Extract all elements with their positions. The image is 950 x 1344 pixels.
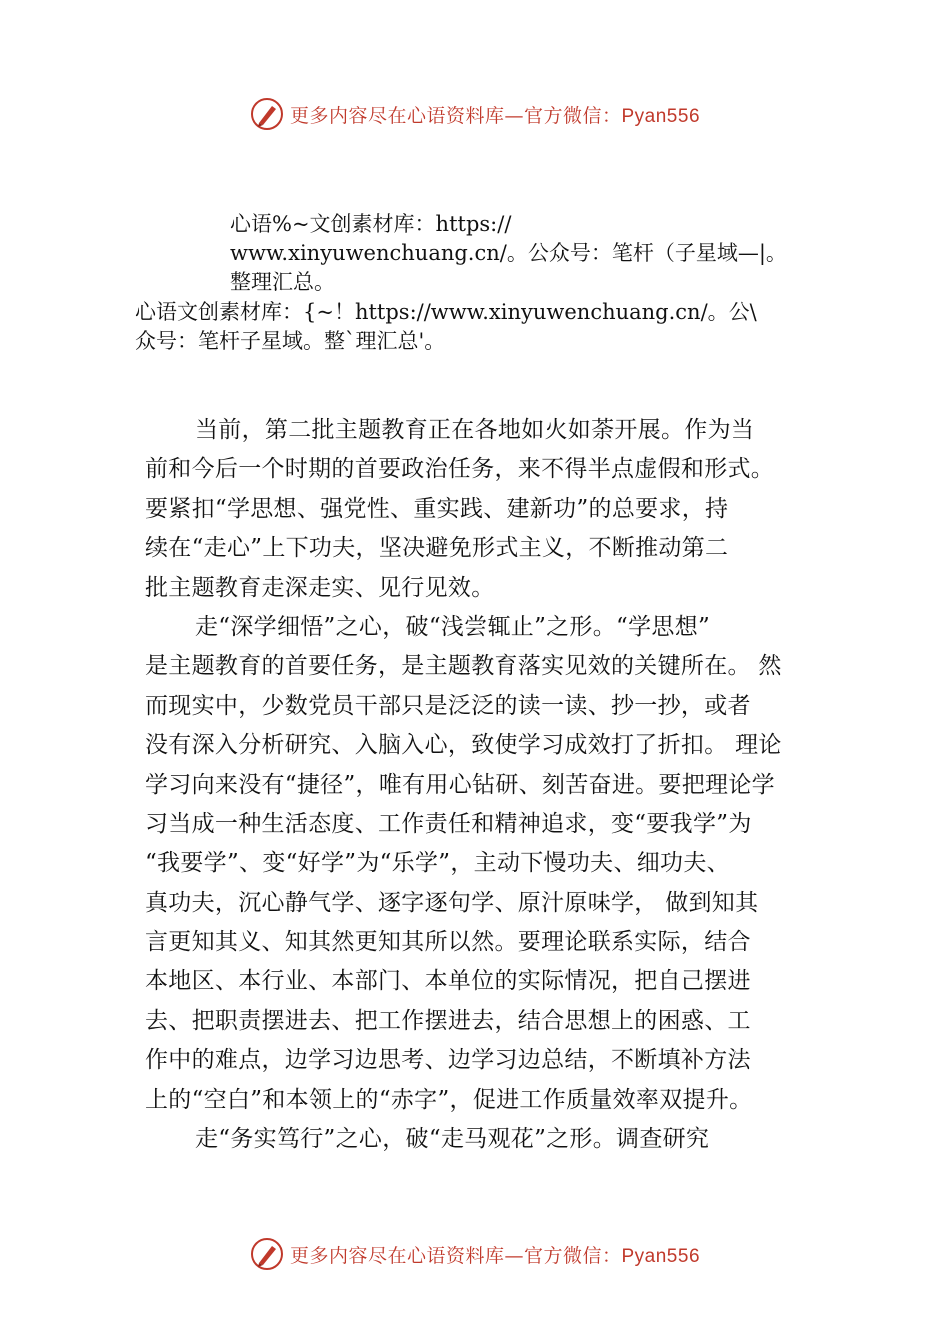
body-line: 真功夫，沉心静气学、逐字逐句学、原汁原味学， 做到知其 <box>145 889 759 916</box>
source-note-1 <box>230 210 787 297</box>
body-line: 走“深学细悟”之心，破“浅尝辄止”之形。“学思想” <box>195 613 711 640</box>
body-line: “我要学”、变“好学”为“乐学”，主动下慢功夫、细功夫、 <box>145 850 730 877</box>
body-line: 批主题教育走深走实、见行见效。 <box>145 574 495 601</box>
header-banner <box>0 96 950 132</box>
body-line: 没有深入分析研究、入脑入心，致使学习成效打了折扣。 理论 <box>145 732 782 759</box>
source-note-2-line: 心语文创素材库：{~！https://www.xinyuwenchuang.cn/。公\ <box>135 300 757 324</box>
body-line: 上的“空白”和本领上的“赤字”，促进工作质量效率双提升。 <box>145 1086 753 1113</box>
body-line: 作中的难点，边学习边思考、边学习边总结，不断填补方法 <box>145 1047 751 1074</box>
body-line: 习当成一种生活态度、工作责任和精神追求，变“要我学”为 <box>145 810 752 837</box>
body-line: 续在“走心”上下功夫，坚决避免形式主义，不断推动第二 <box>145 535 729 562</box>
footer-banner-text: 更多内容尽在心语资料库—官方微信：Pyan556 <box>289 1244 701 1267</box>
source-note-2-line: 众号：笔杆子星域。整`理汇总'。 <box>135 329 446 353</box>
pen-logo-icon <box>250 1237 284 1271</box>
header-handle: Pyan556 <box>621 105 701 127</box>
source-note-2 <box>135 298 757 356</box>
source-note-1-line: 心语%~文创素材库：https:// <box>230 212 512 236</box>
body-line: 当前，第二批主题教育正在各地如火如荼开展。作为当 <box>195 417 755 443</box>
pen-logo-icon <box>250 97 284 131</box>
body-line: 要紧扣“学思想、强党性、重实践、建新功”的总要求，持 <box>145 495 729 522</box>
header-banner-text: 更多内容尽在心语资料库—官方微信：Pyan556 <box>289 104 701 127</box>
body-line: 本地区、本行业、本部门、本单位的实际情况，把自己摆进 <box>145 968 751 995</box>
body-line: 学习向来没有“捷径”，唯有用心钻研、刻苦奋进。要把理论学 <box>145 771 775 798</box>
body-line: 是主题教育的首要任务，是主题教育落实见效的关键所在。 然 <box>145 653 782 680</box>
source-note-1-line: 整理汇总。 <box>230 270 335 294</box>
body-line: 去、把职责摆进去、把工作摆进去，结合思想上的困惑、工 <box>145 1007 751 1034</box>
body-line: 而现实中，少数党员干部只是泛泛的读一读、抄一抄，或者 <box>145 692 751 719</box>
body-line: 走“务实笃行”之心，破“走马观花”之形。调查研究 <box>195 1126 710 1153</box>
body-line: 前和今后一个时期的首要政治任务，来不得半点虚假和形式。 <box>145 456 775 483</box>
footer-handle: Pyan556 <box>621 1245 701 1267</box>
body-line: 言更知其义、知其然更知其所以然。要理论联系实际，结合 <box>145 929 751 956</box>
footer-banner <box>0 1236 950 1272</box>
source-note-1-line: www.xinyuwenchuang.cn/。公众号：笔杆（子星域—|。 <box>230 241 787 265</box>
article-body <box>145 411 815 1159</box>
